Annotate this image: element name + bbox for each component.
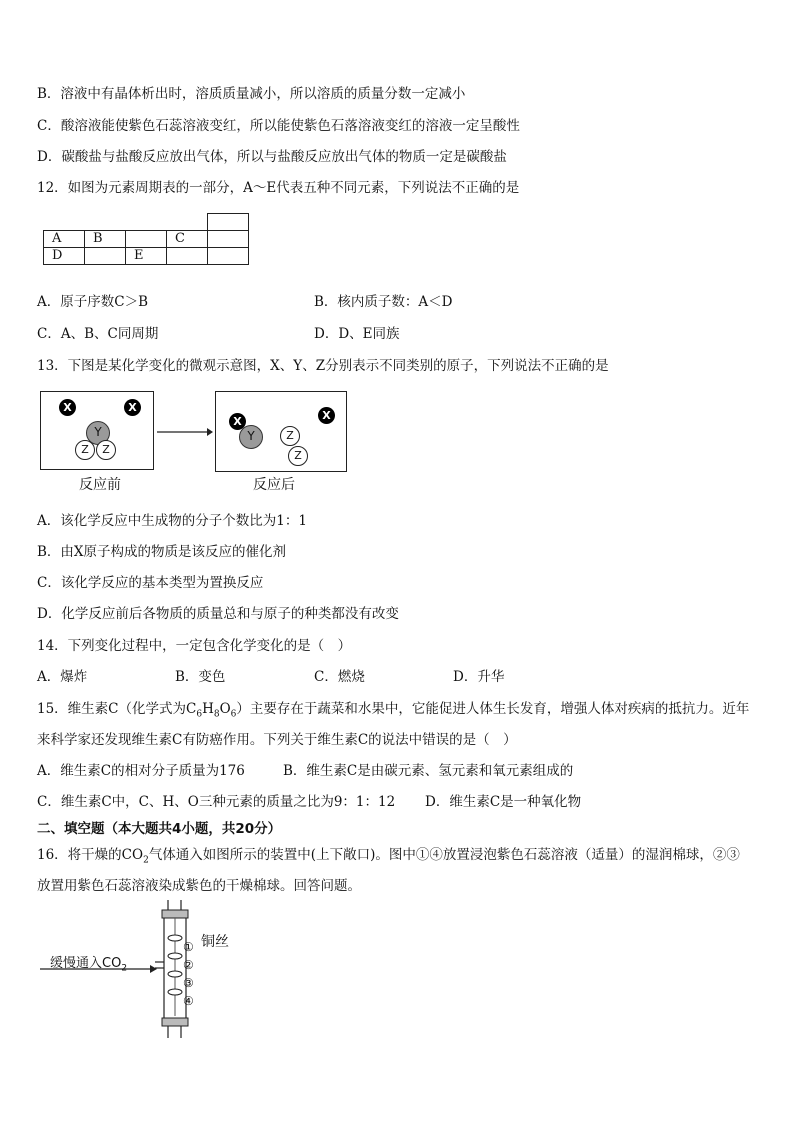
pt-cell-r2c2	[85, 248, 126, 265]
ball-label-3: ③	[183, 976, 194, 990]
pt-cell-r2c5	[208, 248, 249, 265]
q15-option-b: B．维生素C是由碳元素、氢元素和氧元素组成的	[283, 763, 574, 779]
pt-cell-a: A	[44, 231, 85, 248]
atom-y: Y	[86, 421, 110, 445]
q16-stem-line1: 16．将干燥的$CO_2$气体通入如图所示的装置中(上下敞口)。图中①④放置浸泡紫色石蕊溶液（适量）的湿润棉球，②③	[37, 847, 740, 866]
q11-option-d: D．碳酸盐与盐酸反应放出气体，所以与盐酸反应放出气体的物质一定是碳酸盐	[37, 149, 507, 165]
pt-cell-e: E	[126, 248, 167, 265]
pt-cell-r1c3	[126, 231, 167, 248]
q15-option-a: A．维生素C的相对分子质量为176	[37, 763, 245, 779]
pt-cell-c: C	[167, 231, 208, 248]
reaction-arrow	[155, 425, 215, 439]
caption-before: 反应前	[79, 477, 121, 493]
q12-stem: 12．如图为元素周期表的一部分，A～E代表五种不同元素，下列说法不正确的是	[37, 180, 520, 196]
q12-option-b: B．核内质子数：A＜D	[314, 294, 453, 310]
atom-x: X	[318, 407, 335, 424]
ball-label-2: ②	[183, 958, 194, 972]
q11-option-c: C．酸溶液能使紫色石蕊溶液变红，所以能使紫色石落溶液变红的溶液一定呈酸性	[37, 118, 520, 134]
ball-label-1: ①	[183, 940, 194, 954]
q15-stem-line2: 来科学家还发现维生素C有防癌作用。下列关于维生素C的说法中错误的是（ ）	[37, 732, 517, 748]
atom-x: X	[59, 399, 76, 416]
atom-y: Y	[239, 425, 263, 449]
q13-option-c: C．该化学反应的基本类型为置换反应	[37, 575, 264, 591]
q11-option-b: B．溶液中有晶体析出时，溶质质量减小，所以溶质的质量分数一定减小	[37, 86, 466, 102]
q14-option-b: B．变色	[175, 669, 226, 685]
atom-z: Z	[280, 426, 300, 446]
q12-option-c: C．A、B、C同周期	[37, 326, 159, 342]
atom-x: X	[124, 399, 141, 416]
q13-option-d: D．化学反应前后各物质的质量总和与原子的种类都没有改变	[37, 606, 399, 622]
pt-cell-b: B	[85, 231, 126, 248]
q14-option-d: D．升华	[453, 669, 505, 685]
q13-option-b: B．由X原子构成的物质是该反应的催化剂	[37, 544, 287, 560]
atom-z: Z	[75, 440, 95, 460]
caption-after: 反应后	[253, 477, 295, 493]
periodic-table-fragment	[43, 213, 249, 265]
copper-wire-label: 铜丝	[201, 934, 229, 950]
pt-cell-r2c4	[167, 248, 208, 265]
atom-z: Z	[96, 440, 116, 460]
q14-option-a: A．爆炸	[37, 669, 88, 685]
q13-option-a: A．该化学反应中生成物的分子个数比为1：1	[37, 513, 307, 529]
pt-cell-d: D	[44, 248, 85, 265]
q15-option-d: D．维生素C是一种氧化物	[425, 794, 582, 810]
co2-inlet-label: 缓慢通入$CO_2$	[50, 956, 128, 974]
ball-label-4: ④	[183, 994, 194, 1008]
q15-option-c: C．维生素C中，C、H、O三种元素的质量之比为9：1：12	[37, 794, 396, 810]
reaction-after-box	[215, 391, 347, 472]
section-heading: 二、填空题（本大题共4小题，共20分）	[37, 821, 282, 837]
q14-option-c: C．燃烧	[314, 669, 365, 685]
q12-option-a: A．原子序数C＞B	[37, 294, 148, 310]
reaction-before-box	[40, 391, 154, 470]
atom-z: Z	[288, 446, 308, 466]
q16-stem-line2: 放置用紫色石蕊溶液染成紫色的干燥棉球。回答问题。	[37, 878, 361, 894]
q12-option-d: D．D、E同族	[314, 326, 400, 342]
pt-cell-top	[208, 214, 249, 231]
pt-cell-r1c5	[208, 231, 249, 248]
atom-x: X	[229, 413, 246, 430]
q14-stem: 14．下列变化过程中，一定包含化学变化的是（ ）	[37, 638, 352, 654]
q15-stem-line1: 15．维生素C（化学式为$C_6H_8O_6$）主要存在于蔬菜和水果中，它能促进人体生长发育，增强人体对疾病的抵抗力。近年	[37, 701, 750, 720]
q13-stem: 13．下图是某化学变化的微观示意图，X、Y、Z分别表示不同类别的原子，下列说法不正确的是	[37, 358, 609, 374]
